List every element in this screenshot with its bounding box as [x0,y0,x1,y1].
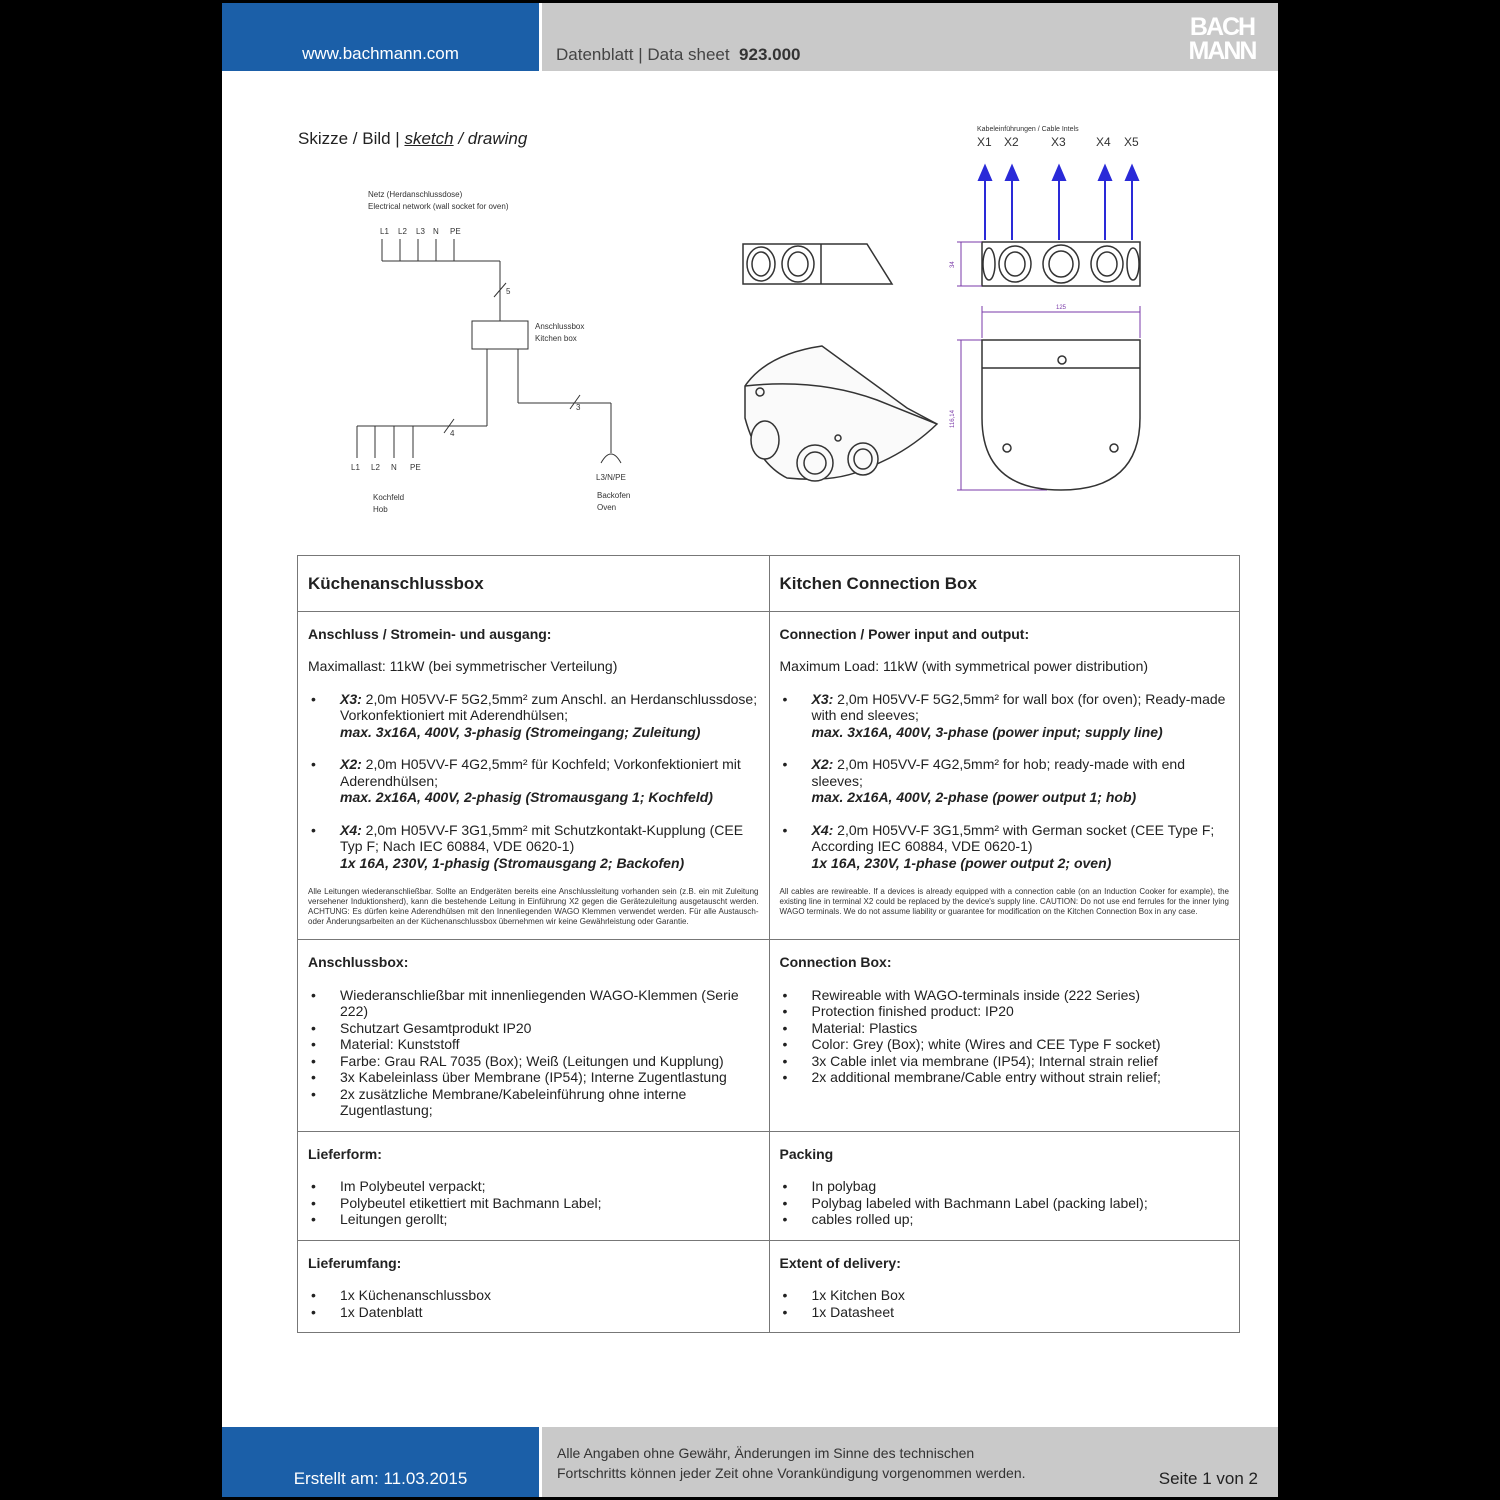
box-heading-de: Anschlussbox: [308,954,409,970]
sketch-heading-part2: sketch [404,129,454,148]
delivery-en [769,1241,1240,1333]
connection-heading-de: Anschluss / Stromein- und ausgang: [308,625,552,642]
connection-list-de [308,691,759,872]
oven-label-de: Backofen [597,491,631,500]
top-view-screw [1110,444,1118,452]
list-item: • Protection finished product: IP20 [780,1003,1230,1020]
iso-view-screw [756,388,764,396]
hob-label-de: Kochfeld [373,493,405,502]
box-label-de: Anschlussbox [535,322,585,331]
item-label: X4: [340,821,362,838]
inlet-x3: X3 [1051,135,1066,149]
inlet-x5: X5 [1124,135,1139,149]
list-item: • cables rolled up; [780,1211,1230,1228]
side-view-outline [743,244,892,284]
list-item [308,691,759,741]
iso-view-screw [835,435,841,441]
network-label-de: Netz (Herdanschlussdose) [368,190,463,199]
list-item: • 1x Küchenanschlussbox [308,1287,759,1304]
list-item: • Wiederanschließbar mit innenliegenden WAGO-Klemmen (Serie 222) [308,987,759,1020]
arrowhead [1053,166,1065,180]
dim-width-value: 125 [1056,305,1067,311]
list-item: • Farbe: Grau RAL 7035 (Box); Weiß (Leitungen und Kupplung) [308,1053,759,1070]
delivery-list-en [780,1287,1230,1320]
item-label: X3: [811,690,834,707]
list-item: • 1x Datenblatt [308,1304,759,1321]
top-terminal-n: N [433,227,439,236]
sketch-heading-part1: Skizze / Bild | [298,129,405,148]
box-label-en: Kitchen box [535,334,577,343]
item-rating: 1x 16A, 230V, 1-phasig (Stromausgang 2; Backofen) [340,854,685,871]
sketch-heading [298,129,527,149]
connection-heading-en: Connection / Power input and output: [779,625,1030,642]
list-item [780,691,1230,741]
list-item: • Polybag labeled with Bachmann Label (packing label); [780,1195,1230,1212]
packing-list-de [308,1178,759,1228]
spec-table [297,555,1240,1333]
item-rating: max. 3x16A, 400V, 3-phase (power input; supply line) [811,723,1163,740]
disclaimer-line-1: Alle Angaben ohne Gewähr, Änderungen im Sinne des technischen [557,1445,975,1461]
item-text: 2,0m H05VV-F 3G1,5mm² mit Schutzkontakt-Kupplung (CEE Typ F; Nach IEC 60884, VDE 0620-1) [340,821,744,854]
packing-row [298,1131,1239,1240]
front-view-inlet-inner [1097,252,1117,276]
connection-de [298,612,769,940]
top-view-screw [1003,444,1011,452]
item-text: 2,0m H05VV-F 4G2,5mm² for hob; ready-made with end sleeves; [811,756,1186,789]
inlet-x1: X1 [977,135,992,149]
packing-heading-en: Packing [779,1145,834,1162]
title-de: Küchenanschlussbox [308,574,484,593]
footer-separator [539,1427,542,1497]
rewire-note-en: All cables are rewireable. If a devices is already equipped with a connection cable (on an Induction Cooker for example), the existing line in terminal X2 could be replaced by the device's supply line. CAUTION: Do not use end ferrules for the inner lying WAGO terminals. We do not assume liability or guarantee for modification on the Kitchen Connection Box in any case. [779,887,1229,916]
cable-inlets-label: Kabeleinführungen / Cable Intels [977,126,1079,133]
list-item: • Schutzart Gesamtprodukt IP20 [308,1020,759,1037]
page-number: Seite 1 von 2 [1158,1469,1258,1488]
item-text: 2,0m H05VV-F 5G2,5mm² zum Anschl. an Herdanschlussdose; Vorkonfektioniert mit Aderendhülsen; [340,690,758,723]
list-item: • 2x zusätzliche Membrane/Kabeleinführung ohne interne Zugentlastung; [308,1086,759,1119]
item-text: 2,0m H05VV-F 4G2,5mm² für Kochfeld; Vorkonfektioniert mit Aderendhülsen; [340,756,741,789]
list-item: • 2x additional membrane/Cable entry without strain relief; [780,1069,1230,1086]
front-view-inlet-inner [1005,252,1025,276]
max-load-de: Maximallast: 11kW (bei symmetrischer Verteilung) [308,658,618,674]
rewire-note-de: Alle Leitungen wiederanschließbar. Sollte an Endgeräten bereits eine Anschlussleitung vorhanden sein (z.B. ein mit Zuleitung versehener Induktionsherd), kann die bestehende Leitung in Einführung X2 gegen die Gerätezuleitung ausgetauscht werden. ACHTUNG: Es dürfen keine Aderendhülsen mit den Innenliegenden WAGO Klemmen verwendet werden. Für alle Austausch- oder Änderungsarbeiten an der Küchenanschlussbox übernehmen wir keine Gewährleistung oder Garantie. [308,887,759,926]
dim-depth-value: 116,14 [950,410,956,428]
top-terminal-l1: L1 [380,227,389,236]
logo-line-2: MANN [1188,37,1256,65]
list-item: • Material: Plastics [780,1020,1230,1037]
box-row [298,939,1239,1131]
wire-count-top: 5 [506,287,511,296]
list-item [780,822,1230,872]
item-label: X2: [811,756,834,772]
hob-terminal-n: N [391,463,397,472]
top-terminal-pe: PE [450,227,461,236]
dim-height-value: 34 [950,261,956,268]
hob-label-en: Hob [373,505,388,514]
item-label: X3: [340,690,362,707]
document-title [556,45,800,65]
front-view-inlet-inner [1049,251,1073,277]
technical-drawing [727,118,1177,508]
title-en: Kitchen Connection Box [769,556,1240,611]
inlet-x2: X2 [1004,135,1019,149]
website-link[interactable]: www.bachmann.com [302,44,459,63]
hob-terminal-l1: L1 [351,463,360,472]
top-view-outline [982,340,1140,490]
datasheet-page [222,3,1278,1497]
box-en [769,940,1240,1131]
arrowhead [979,166,991,180]
item-rating: max. 2x16A, 400V, 2-phase (power output 1; hob) [811,789,1137,805]
list-item: • In polybag [780,1178,1230,1195]
sketch-heading-part3: / drawing [453,129,528,148]
hob-terminal-pe: PE [410,463,421,472]
box-list-en [780,987,1230,1086]
wire-count-left: 4 [450,429,455,438]
connection-list-en [780,691,1230,872]
delivery-row [298,1240,1239,1333]
oven-label-en: Oven [597,503,617,512]
wire-count-right: 3 [576,403,581,412]
box-heading-en: Connection Box: [779,954,892,970]
side-view-inlet-inner [788,252,808,276]
list-item [308,822,759,872]
arrowhead [1126,166,1138,180]
wiring-diagram [342,183,682,523]
front-view-inlet-x5 [1127,248,1139,280]
bachmann-logo [1184,15,1260,63]
doc-label: Datenblatt | Data sheet [556,45,730,64]
kitchen-box-symbol [472,321,528,349]
list-item: • Material: Kunststoff [308,1036,759,1053]
list-item: • Rewireable with WAGO-terminals inside (222 Series) [780,987,1230,1004]
delivery-heading-en: Extent of delivery: [779,1254,901,1271]
connection-row [298,611,1239,940]
top-terminal-l2: L2 [398,227,407,236]
doc-number: 923.000 [739,45,801,64]
arrowhead [1099,166,1111,180]
item-label: X2: [340,756,362,772]
oven-socket-symbol [601,454,621,463]
list-item: • Color: Grey (Box); white (Wires and CEE Type F socket) [780,1036,1230,1053]
disclaimer-line-2: Fortschritts können jeder Zeit ohne Vorankündigung vorgenommen werden. [557,1465,1026,1481]
list-item: • 3x Cable inlet via membrane (IP54); Internal strain relief [780,1053,1230,1070]
header-separator [539,3,542,71]
list-item [780,756,1230,806]
list-item: • 1x Kitchen Box [780,1287,1230,1304]
list-item: • Im Polybeutel verpackt; [308,1178,759,1195]
list-item: • Polybeutel etikettiert mit Bachmann Label; [308,1195,759,1212]
box-list-de [308,987,759,1119]
list-item: • 1x Datasheet [780,1304,1230,1321]
oven-terminal-label: L3/N/PE [596,473,626,482]
packing-list-en [780,1178,1230,1228]
list-item: • Leitungen gerollt; [308,1211,759,1228]
item-text: 2,0m H05VV-F 5G2,5mm² for wall box (for oven); Ready-made with end sleeves; [811,690,1226,723]
item-text: 2,0m H05VV-F 3G1,5mm² with German socket (CEE Type F; According IEC 60884, VDE 0620-1) [811,821,1215,854]
list-item [308,756,759,806]
delivery-de [298,1241,769,1333]
front-view-inlet-x1 [983,248,995,280]
iso-view-inlet-inner [804,452,826,474]
item-rating: 1x 16A, 230V, 1-phase (power output 2; oven) [811,854,1112,871]
created-date: Erstellt am: 11.03.2015 [293,1469,468,1488]
table-title-row [298,556,1239,611]
inlet-x4: X4 [1096,135,1111,149]
packing-heading-de: Lieferform: [308,1145,382,1162]
iso-view-inlet-inner [854,449,872,469]
item-rating: max. 2x16A, 400V, 2-phasig (Stromausgang 1; Kochfeld) [340,789,713,805]
side-view-inlet-inner [752,252,770,276]
item-label: X4: [811,821,834,838]
top-view-screw [1058,356,1066,364]
top-terminal-l3: L3 [416,227,425,236]
item-rating: max. 3x16A, 400V, 3-phasig (Stromeingang; Zuleitung) [340,723,701,740]
arrowhead [1006,166,1018,180]
list-item: • 3x Kabeleinlass über Membrane (IP54); Interne Zugentlastung [308,1069,759,1086]
max-load-en: Maximum Load: 11kW (with symmetrical power distribution) [779,658,1149,674]
box-de [298,940,769,1131]
delivery-list-de [308,1287,759,1320]
packing-de [298,1132,769,1240]
logo-line-1: BACH [1189,13,1255,41]
iso-view-inlet [751,421,779,459]
disclaimer [557,1443,1026,1483]
delivery-heading-de: Lieferumfang: [308,1254,402,1271]
connection-en [769,612,1240,940]
hob-terminal-l2: L2 [371,463,380,472]
network-label-en: Electrical network (wall socket for oven) [368,202,509,211]
packing-en [769,1132,1240,1240]
